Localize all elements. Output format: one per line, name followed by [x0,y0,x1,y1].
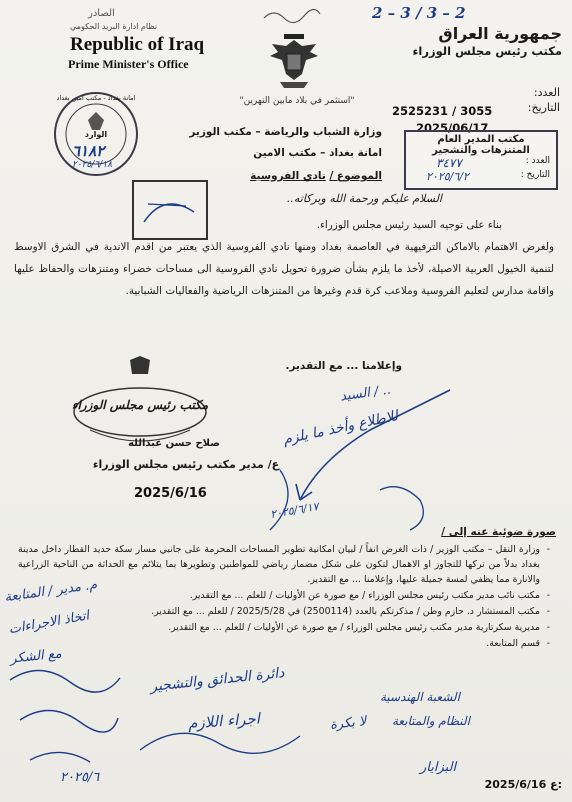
cc-item-1-text: وزارة النقل – مكتب الوزير / ذات الغرض انفاً / لبيان امكانية تطوير المساحات المحرمة على جانبي مسار سكة حديد القطار داخل مدينة بغداد بدلاً من تركها للتجاوز او الاهمال لتكون على شكل مضمار رياضي للمواطنين وتطويرها بما يتلائم مع الحداثة من الناحية الزراعية والانارة مما يظفي لمسة جميلة عليها، وإعلامنا ... مع التقدير. [18,544,540,585]
signatory-name: صلاح حسن عبدالله [128,438,220,449]
handwritten-center-1: دائرة الحدائق والتشجير [149,665,286,695]
cc-item-5-text: قسم المتابعة. [486,638,540,649]
subject-label: الموضوع / [329,170,382,182]
country-header: جمهورية العراق [438,24,562,43]
stamp-line1: مكتب المدير العام [437,134,525,145]
handwritten-note-top: السيد / .. [339,382,392,405]
slogan-text: "استثمر في بلاد مابين النهرين" [239,96,355,106]
signature-date: 2025/6/16 [134,486,207,501]
handwritten-left-1: م. مدير / المتابعة [3,577,99,606]
number-label: العدد: [533,86,560,99]
handwritten-right-2: النظام والمتابعة [392,714,470,728]
round-stamp-date: ٢٠٢٥/٦/١٨ [72,160,112,170]
date-value: 2025/06/17 [416,121,489,135]
handwritten-note-low: ٢٠٢٥/٦/١٧ [269,499,320,522]
cc-item-5: - قسم المتابعة. [118,636,558,651]
round-stamp-ring: امانة بغداد - مكتب امين بغداد [56,94,136,102]
stamp-date-value: ٢٠٢٥/٦/٢ [426,170,469,183]
date-label: التاريخ: [527,101,560,114]
body-paragraph-2: ولغرض الاهتمام بالاماكن الترفيهية في العاصمة بغداد ومنها نادي الفروسية الذي يعتبر من اقدم الاندية في الشرق الاوسط لتنمية الخيول العربية الاصيلة، لأخذ ما يلزم بشأن ضرورة تحويل نادي الفروسية الى مساحات خضراء ومتنزهات والحفاظ عليها واقامة مدارس لتعليم الفروسية وملاعب كرة قدم وغيرها من المتنزهات الرياضية والفعاليات الشبابية. [14,241,554,297]
footer-date-value: 2025/6/16 [484,778,547,791]
handwritten-right-1: الشعبة الهندسية [380,690,460,704]
subject-value: نادي الفروسية [250,170,326,182]
eagle-emblem-icon [268,30,320,92]
greeting: السلام عليكم ورحمة الله وبركاته.. [286,192,442,205]
round-stamp [52,90,140,178]
round-stamp-number: ٦١٨٢ [72,142,105,160]
issued-label: الصادر [88,8,115,19]
cc-item-4: - مديرية سكرتارية مدير مكتب رئيس مجلس الوزراء / مع صورة عن الأوليات / للعلم ... مع التقدير. [118,620,558,635]
stamp-number-value: ٣٤٧٧ [436,156,462,170]
handwritten-signature-mark: لا بكرة [329,714,368,733]
handwritten-note-scribble [210,380,530,540]
footer-date [485,778,562,791]
cc-item-2-text: مكتب نائب مدير مكتب رئيس مجلس الوزراء / مع صورة عن الأوليات / للعلم ... مع التقدير. [189,590,540,601]
stamp-number-label: العدد : [525,156,550,166]
incoming-stamp [404,130,558,190]
republic-title: Republic of Iraq [70,34,205,55]
seal-text: مكتب رئيس مجلس الوزراء [71,398,209,412]
stamp-date-label: التاريخ : [520,170,550,180]
handwritten-left-3: مع الشكر [9,646,63,667]
number-value: 2525231 / 3055 [392,104,493,118]
handwritten-note-mid: للاطلاع وأخذ ما يلزم [281,407,400,449]
top-scribble [262,6,322,26]
number-row [380,86,560,99]
handwritten-left-2: اتخاذ الاجراءات [7,608,91,638]
cc-item-3: - مكتب المستشار د. حازم وطن / مذكرتكم بالعدد (2500114) في 2025/5/28 / للعلم ... مع التقدير. [118,604,558,619]
handwritten-bottom-name: البزايار [420,760,457,775]
office-header: مكتب رئيس مجلس الوزراء [412,44,562,58]
addressee-2: امانة بغداد – مكتب الامين [253,147,382,159]
cc-item-3-text: مكتب المستشار د. حازم وطن / مذكرتكم بالعدد (2500114) في 2025/5/28 / للعلم ... مع التقدير. [151,606,540,617]
handwritten-doc-number: 2 – 3 / 3 – 2 [372,4,466,22]
closing-text: وإعلامنا ... مع التقدير. [285,360,402,372]
mail-system-label: نظام ادارة البريد الحكومي [70,22,158,31]
pm-office-title: Prime Minister's Office [68,57,189,71]
round-stamp-word: الوارد [84,130,108,139]
cc-item-2: - مكتب نائب مدير مكتب رئيس مجلس الوزراء / مع صورة عن الأوليات / للعلم ... مع التقدير. [118,588,558,603]
handwritten-center-scribble [120,700,320,770]
body-paragraph-1: بناء على توجيه السيد رئيس مجلس الوزراء. [316,219,502,231]
handwritten-left-scribble [0,660,130,780]
stamp-line2: المتنزهات والتشجير [432,145,530,156]
cc-item-4-text: مديرية سكرتارية مدير مكتب رئيس مجلس الوزراء / مع صورة عن الأوليات / للعلم ... مع التقدير. [168,622,540,633]
cc-item-1: - وزارة النقل – مكتب الوزير / ذات الغرض انفاً / لبيان امكانية تطوير المساحات المحرمة على جانبي مسار سكة حديد القطار داخل مدينة بغداد بدلاً من تركها للتجاوز او الاهمال لتكون على شكل مضمار رياضي للمواطنين وتطويرها بما يتلائم مع الحداثة من الناحية الزراعية والانارة مما يظفي لمسة جميلة عليها، وإعلامنا ... مع التقدير. [18,544,550,585]
cc-title: صورة ضوئية عنه إلى / [441,526,556,538]
handwritten-bottom-left-date: ٢٠٢٥/٦ [60,770,100,785]
addressee-1: وزارة الشباب والرياضة – مكتب الوزير [189,126,382,138]
footer-prefix: ع: [550,778,562,791]
handwritten-center-2: اجراء اللازم [187,709,261,733]
signatory-title: ع/ مدير مكتب رئيس مجلس الوزراء [92,458,280,471]
